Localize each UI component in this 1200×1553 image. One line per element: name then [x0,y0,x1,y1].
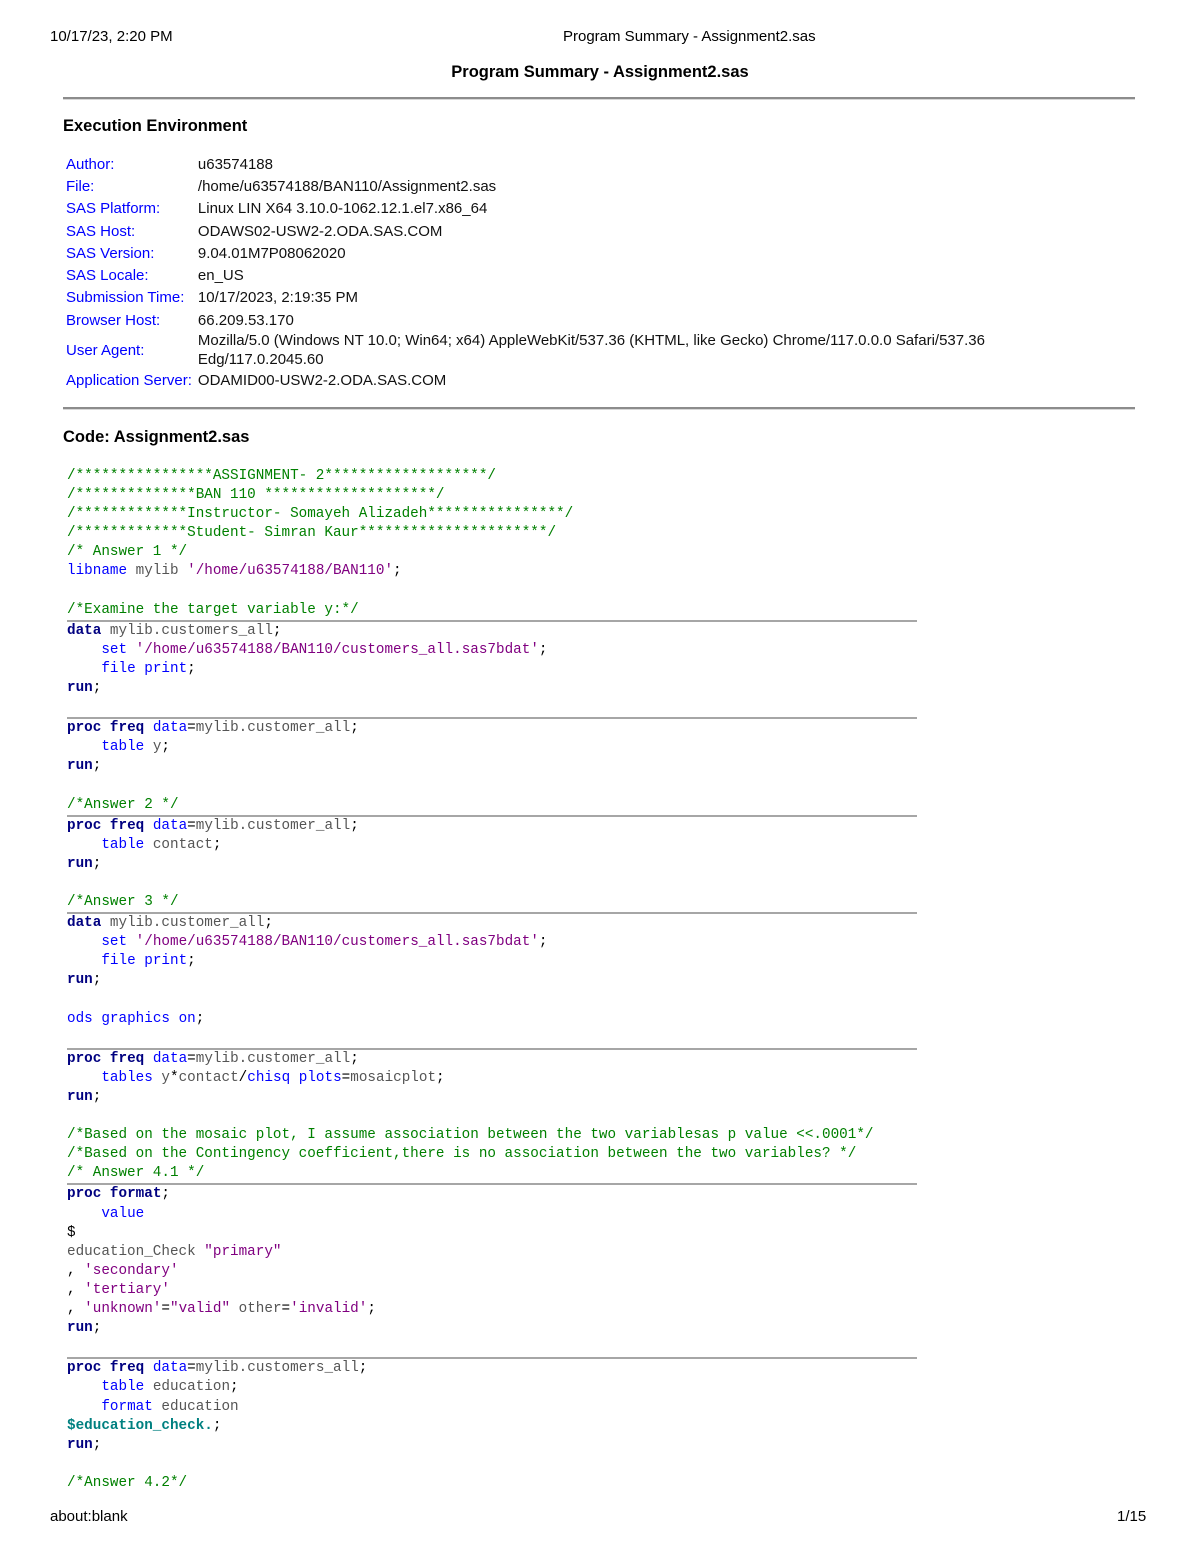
code-token: education [161,1398,239,1415]
code-token: proc [67,720,102,737]
env-label: SAS Platform: [66,200,161,218]
code-token [67,934,101,950]
code-token: mylib [127,563,188,580]
code-token: ; [272,622,282,639]
code-line [67,562,917,581]
code-token [144,837,153,853]
code-token: file [101,953,136,970]
code-token: /****************ASSIGNMENT- 2*******************/ [67,468,496,484]
env-value: u63574188 [197,155,273,173]
code-token [101,1051,110,1067]
code-token [67,661,101,677]
code-line [67,698,917,717]
code-token: mylib.customers_all [101,622,273,639]
code-line [67,893,917,912]
code-token: proc [67,1186,102,1203]
code-line [67,1417,917,1436]
code-line [67,1319,917,1338]
code-token: ; [195,1010,205,1027]
code-token: /*Examine the target variable y:*/ [67,601,359,618]
code-token: proc [67,1360,102,1377]
code-token [101,720,110,736]
code-line [67,815,917,836]
env-label: Author: [66,155,115,173]
code-token: '/home/u63574188/BAN110' [187,563,394,580]
code-line [67,620,917,641]
code-token: 'invalid' [290,1301,368,1318]
code-token: ; [367,1301,376,1318]
code-token: 'tertiary' [84,1281,170,1298]
code-token: set [101,934,128,951]
code-token: = [187,1360,196,1377]
code-line [67,952,917,971]
code-line [67,524,917,543]
env-value: ODAWS02-USW2-2.ODA.SAS.COM [197,222,443,240]
code-token: print [144,660,188,677]
code-token: = [187,1050,196,1067]
code-token: ; [212,836,222,853]
code-line [67,1048,917,1069]
code-token: format [101,1398,153,1415]
code-token: ; [92,1436,102,1453]
divider [63,407,1135,410]
code-line [67,1378,917,1397]
code-token: /**************BAN 110 ********************/ [67,487,445,504]
print-footer-page: 1/15 [1117,1508,1147,1525]
code-token [144,1051,153,1067]
code-line [67,1300,917,1319]
code-token [127,934,136,950]
code-token [127,642,136,658]
code-token: ; [92,1320,102,1337]
env-row [63,331,988,369]
code-token [144,1379,153,1395]
code-line [67,1436,917,1455]
code-line [67,1398,917,1417]
code-token: mylib.customer_all [195,1050,351,1067]
code-line [67,855,917,874]
code-line [67,582,917,601]
code-token: graphics [101,1010,170,1027]
code-line [67,1281,917,1300]
env-value: en_US [197,267,244,285]
environment-table [63,153,988,392]
code-token: = [341,1069,351,1086]
code-line [67,486,917,505]
code-token: print [144,953,188,970]
code-token: ; [350,817,359,834]
code-token: ; [92,1089,102,1105]
code-token: proc [67,1050,102,1067]
code-token [101,1360,110,1376]
code-token: data [67,915,102,932]
code-line [67,1243,917,1262]
code-token [67,1070,101,1086]
code-token: education [152,1379,231,1396]
code-token: = [187,817,196,834]
code-line [67,543,917,562]
code-line [67,1205,917,1224]
env-value: Linux LIN X64 3.10.0-1062.12.1.el7.x86_64 [197,200,488,218]
code-line [67,1224,917,1243]
code-token: y [152,739,162,756]
code-token [144,818,153,834]
code-line [67,1088,917,1107]
code-line [67,1357,917,1378]
env-value-line: Edg/117.0.2045.60 [197,351,324,369]
code-token: 'secondary' [84,1262,179,1279]
code-token: run [67,855,93,872]
code-token: /* Answer 1 */ [67,544,188,561]
code-token: education_Check [67,1243,205,1260]
code-token: "valid" [169,1301,231,1318]
code-token: table [101,739,145,756]
code-token: ; [264,915,273,932]
code-token: = [161,1301,170,1318]
code-token: 'unknown' [84,1301,162,1318]
code-line [67,1107,917,1126]
code-token: /*Answer 3 */ [67,894,179,911]
code-token: = [281,1301,291,1318]
code-token [101,1186,110,1202]
code-token: ; [92,972,102,989]
code-token [101,818,110,834]
code-line [67,836,917,855]
code-token: ; [92,758,102,775]
code-token: freq [109,1360,145,1377]
env-value-line: Mozilla/5.0 (Windows NT 10.0; Win64; x64) AppleWebKit/537.36 (KHTML, like Gecko) Chrome/117.0.0.0 Safari/537.36 [197,332,985,350]
code-line [67,874,917,893]
code-token: * [170,1069,179,1086]
code-line [67,777,917,796]
code-token: '/home/u63574188/BAN110/customers_all.sas7bdat' [135,934,539,951]
code-token: contact [152,836,213,853]
code-line [67,1069,917,1088]
code-token: ; [161,739,171,756]
code-token: /*Based on the mosaic plot, I assume association between the two variablesas p value <<.0001*/ [67,1127,874,1144]
code-token: plots [298,1069,342,1086]
code-line [67,467,917,486]
code-token: freq [109,817,145,834]
code-line [67,679,917,698]
code-token: on [178,1010,196,1027]
code-token [136,953,145,969]
code-line [67,991,917,1010]
code-token: ; [538,934,548,951]
code-token [67,1399,101,1415]
code-token: /*************Instructor- Somayeh Alizadeh****************/ [67,506,574,523]
code-token: run [67,972,93,989]
env-value: 10/17/2023, 2:19:35 PM [197,289,359,307]
code-token: value [101,1205,145,1222]
code-line [67,1126,917,1145]
code-token: file [101,660,136,677]
code-token [67,837,101,853]
env-row [63,309,988,331]
code-token: ; [230,1379,239,1396]
code-token: ods [67,1010,93,1027]
divider [63,97,1135,100]
code-line [67,757,917,776]
code-line [67,1474,917,1493]
env-row [63,287,988,309]
print-header-title: Program Summary - Assignment2.sas [563,28,816,45]
env-value: /home/u63574188/BAN110/Assignment2.sas [197,177,497,195]
code-token: run [67,1436,93,1453]
code-token [144,720,153,736]
code-token: libname [67,563,128,580]
code-listing [67,467,917,1493]
env-value: ODAMID00-USW2-2.ODA.SAS.COM [197,372,447,390]
code-line [67,1262,917,1281]
code-line [67,1183,917,1204]
env-row [63,153,988,175]
code-token: mylib.customer_all [195,720,351,737]
env-row [63,198,988,220]
code-token: freq [109,1050,145,1067]
execution-environment-heading: Execution Environment [63,117,248,135]
code-token: run [67,758,93,775]
code-token: run [67,1089,93,1105]
code-token: , [67,1301,85,1318]
print-header-datetime: 10/17/23, 2:20 PM [50,28,173,45]
code-heading: Code: Assignment2.sas [63,428,250,446]
code-token: data [152,1360,188,1377]
code-token: ; [92,855,102,872]
code-token: data [67,622,102,639]
code-token: ; [212,1417,222,1434]
code-line [67,738,917,757]
page-title: Program Summary - Assignment2.sas [451,63,749,81]
code-token: table [101,1379,145,1396]
env-label: SAS Host: [66,222,136,240]
code-token: '/home/u63574188/BAN110/customers_all.sas7bdat' [135,641,539,658]
env-label: Application Server: [66,372,192,390]
code-line [67,1010,917,1029]
code-line [67,717,917,738]
code-token: /*Answer 4.2*/ [67,1474,188,1491]
code-token: mylib.customer_all [195,817,351,834]
code-token [67,1379,101,1395]
code-token: format [109,1186,162,1203]
code-line [67,601,917,620]
env-label: SAS Version: [66,244,155,262]
code-token [136,661,145,677]
code-token: run [67,680,93,697]
code-line [67,1338,917,1357]
code-token [290,1070,299,1086]
code-token: , [67,1281,85,1298]
code-token: data [152,1050,188,1067]
env-label: Submission Time: [66,289,185,307]
code-token [67,1206,101,1222]
code-token [170,1011,179,1027]
code-line [67,912,917,933]
code-line [67,505,917,524]
code-token: $ [67,1224,76,1241]
code-token [144,1360,153,1376]
env-label: User Agent: [66,341,145,359]
code-token: ; [393,563,402,580]
code-token: data [152,720,188,737]
code-token: ; [187,953,196,970]
code-line [67,1145,917,1164]
env-value: 9.04.01M7P08062020 [197,244,346,262]
code-token: $education_check. [67,1417,213,1434]
env-row [63,369,988,391]
code-token: , [67,1262,85,1279]
code-line [67,933,917,952]
code-token: /*Answer 2 */ [67,796,179,813]
env-row [63,220,988,242]
code-token: tables [101,1069,153,1086]
code-token: chisq [247,1069,291,1086]
code-token [144,739,153,755]
code-token: contact [178,1069,239,1086]
code-token: table [101,836,145,853]
env-label: Browser Host: [66,311,161,329]
code-token: /*Based on the Contingency coefficient,there is no association between the two variables? */ [67,1146,857,1163]
code-token [67,953,101,969]
code-token: ; [350,1050,359,1067]
code-token: ; [92,680,102,697]
code-token: run [67,1320,93,1337]
print-footer-url: about:blank [50,1508,128,1525]
env-value: 66.209.53.170 [197,311,294,329]
code-line [67,796,917,815]
code-token: ; [436,1069,445,1086]
code-token: set [101,641,128,658]
code-token: ; [187,660,196,677]
code-token: ; [350,720,359,737]
env-row [63,242,988,264]
code-line [67,1029,917,1048]
code-token: /* Answer 4.1 */ [67,1165,205,1182]
env-label: File: [66,177,95,195]
code-token: mylib.customer_all [101,915,265,932]
env-row [63,175,988,197]
code-token [67,739,101,755]
code-token: proc [67,817,102,834]
code-line [67,1164,917,1183]
code-token: other [230,1301,282,1318]
code-token: = [187,720,196,737]
code-token: /*************Student- Simran Kaur**********************/ [67,525,557,542]
code-line [67,1455,917,1474]
code-line [67,641,917,660]
code-token: freq [109,720,145,737]
code-token: y [161,1069,170,1086]
code-token: ; [161,1186,170,1203]
code-line [67,660,917,679]
code-token: mylib.customers_all [195,1360,359,1377]
code-token: ; [538,641,548,658]
env-row [63,264,988,286]
code-token: "primary" [204,1243,282,1260]
code-token: / [238,1069,248,1086]
code-token [67,642,101,658]
env-label: SAS Locale: [66,267,149,285]
code-token: ; [358,1360,368,1377]
code-token: data [152,817,188,834]
env-value [195,331,988,369]
code-line [67,971,917,990]
code-token: mosaicplot [350,1069,437,1086]
